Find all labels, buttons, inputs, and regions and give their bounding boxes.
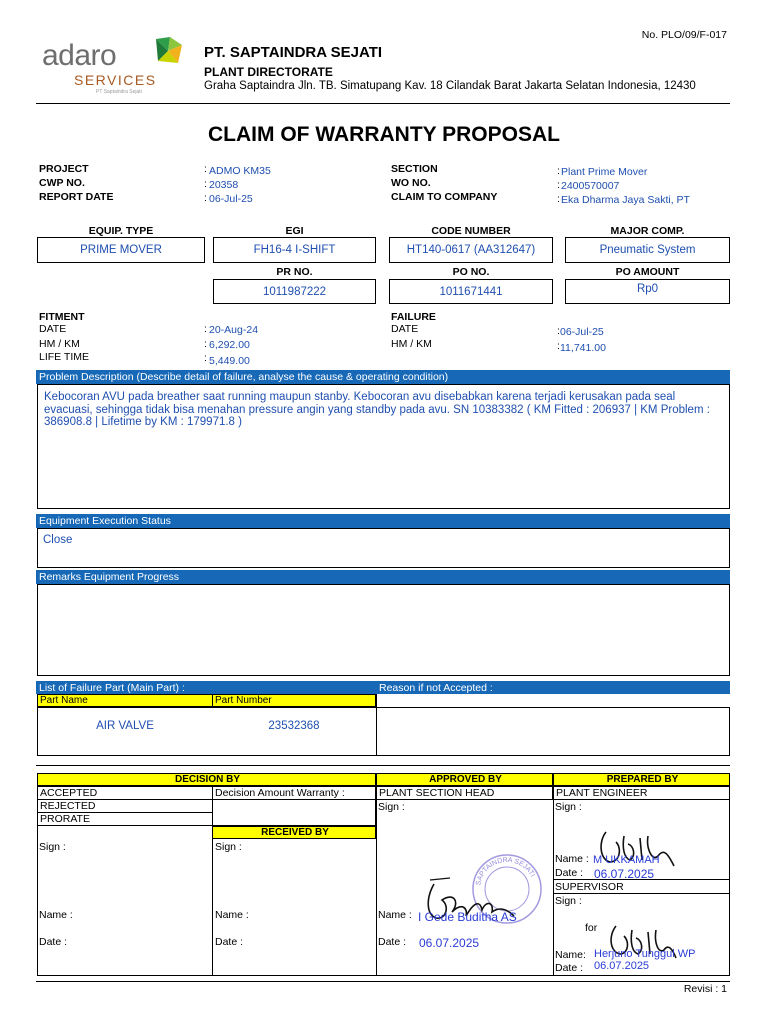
fitment-hm-label: HM / KM bbox=[39, 338, 80, 350]
wo-value: 2400570007 bbox=[561, 180, 620, 192]
engineer-name-label: Name : bbox=[555, 853, 589, 865]
company-address: Graha Saptaindra Jln. TB. Simatupang Kav. 18 Cilandak Barat Jakarta Selatan Indonesia, 12430 bbox=[204, 80, 696, 92]
colon: : bbox=[557, 165, 560, 177]
equip-type-label: EQUIP. TYPE bbox=[88, 225, 154, 237]
received-sign-label: Sign : bbox=[215, 841, 242, 853]
part-number-header: Part Number bbox=[212, 694, 376, 707]
fitment-date-label: DATE bbox=[39, 323, 67, 335]
approver-name-value: I Gede Buditha AS bbox=[418, 910, 517, 924]
form-title: CLAIM OF WARRANTY PROPOSAL bbox=[208, 123, 560, 146]
code-number-label: CODE NUMBER bbox=[431, 225, 511, 237]
colon: : bbox=[204, 323, 207, 335]
colon: : bbox=[204, 163, 207, 175]
reason-header: Reason if not Accepted : bbox=[376, 681, 730, 694]
received-date-label: Date : bbox=[215, 936, 244, 948]
failure-hm-value: 11,741.00 bbox=[560, 342, 606, 354]
failure-hm-label: HM / KM bbox=[391, 338, 432, 350]
colon: : bbox=[557, 179, 560, 191]
colon: : bbox=[557, 193, 560, 205]
po-amount-label: PO AMOUNT bbox=[615, 266, 680, 278]
supervisor-date-label: Date : bbox=[555, 962, 584, 974]
claim-value: Eka Dharma Jaya Sakti, PT bbox=[561, 194, 690, 206]
colon: : bbox=[204, 192, 207, 204]
failure-date-label: DATE bbox=[391, 323, 419, 335]
code-number-value: HT140-0617 (AA312647) bbox=[389, 237, 553, 263]
footer-divider bbox=[36, 981, 730, 982]
decision-sign-label: Sign : bbox=[39, 841, 66, 853]
decision-amount-field[interactable] bbox=[212, 799, 376, 826]
engineer-sign-label: Sign : bbox=[555, 801, 582, 813]
engineer-date-label: Date : bbox=[555, 867, 584, 879]
supervisor-date-value: 06.07.2025 bbox=[594, 960, 650, 972]
col-divider-1 bbox=[212, 839, 213, 976]
received-by-header: RECEIVED BY bbox=[212, 826, 376, 839]
decision-by-header: DECISION BY bbox=[37, 773, 376, 786]
colon: : bbox=[557, 340, 560, 352]
egi-value: FH16-4 I-SHIFT bbox=[213, 237, 376, 263]
header-divider bbox=[36, 103, 730, 104]
colon: : bbox=[557, 325, 560, 337]
pr-no-label: PR NO. bbox=[276, 266, 313, 278]
fitment-life-value: 5,449.00 bbox=[209, 355, 250, 367]
claim-label: CLAIM TO COMPANY bbox=[391, 191, 498, 203]
pr-no-value: 1011987222 bbox=[213, 279, 376, 304]
document-number: No. PLO/09/F-017 bbox=[641, 29, 727, 41]
po-amount-value: Rp0 bbox=[565, 279, 730, 304]
approved-by-header: APPROVED BY bbox=[376, 773, 553, 786]
failure-parts-divider bbox=[376, 694, 377, 756]
approver-date-value: 06.07.2025 bbox=[419, 936, 480, 950]
colon: : bbox=[204, 338, 207, 350]
cwp-value: 20358 bbox=[209, 179, 239, 191]
colon: : bbox=[204, 352, 207, 364]
logo-tagline: PT Saptaindra Sejati bbox=[96, 89, 142, 95]
decision-name-label: Name : bbox=[39, 909, 73, 921]
logo-wordmark: adaro bbox=[42, 39, 117, 72]
prepared-by-header: PREPARED BY bbox=[553, 773, 730, 786]
col-divider-2 bbox=[376, 800, 377, 976]
col-divider-3 bbox=[553, 800, 554, 976]
fitment-label: FITMENT bbox=[39, 311, 85, 323]
plant-engineer-label: PLANT ENGINEER bbox=[553, 786, 730, 800]
supervisor-sign-label: Sign : bbox=[555, 895, 582, 907]
major-comp-value: Pneumatic System bbox=[565, 237, 730, 263]
supervisor-name-label: Name: bbox=[555, 949, 586, 961]
accepted-option[interactable]: ACCEPTED bbox=[37, 786, 213, 800]
for-label: for bbox=[585, 922, 598, 934]
rejected-option[interactable]: REJECTED bbox=[37, 799, 213, 813]
part-name-value: AIR VALVE bbox=[96, 720, 154, 732]
supervisor-name-value: Herjuno Tunggul WP bbox=[594, 948, 696, 960]
remarks-header: Remarks Equipment Progress bbox=[36, 570, 730, 584]
section-divider bbox=[36, 765, 730, 766]
company-division: PLANT DIRECTORATE bbox=[204, 65, 333, 79]
fitment-date-value: 20-Aug-24 bbox=[209, 324, 259, 336]
prorate-option[interactable]: PRORATE bbox=[37, 812, 213, 826]
major-comp-label: MAJOR COMP. bbox=[610, 225, 685, 237]
colon: : bbox=[204, 178, 207, 190]
engineer-date-value: 06.07.2025 bbox=[594, 867, 655, 881]
report-date-label: REPORT DATE bbox=[39, 191, 114, 203]
po-no-value: 1011671441 bbox=[389, 279, 553, 304]
part-number-value: 23532368 bbox=[268, 720, 320, 732]
revision-label: Revisi : 1 bbox=[683, 983, 727, 995]
approver-date-label: Date : bbox=[378, 936, 407, 948]
problem-header: Problem Description (Describe detail of failure, analyse the cause & operating condition) bbox=[36, 370, 730, 384]
equip-type-value: PRIME MOVER bbox=[37, 237, 205, 263]
supervisor-divider bbox=[553, 879, 730, 880]
execution-header: Equipment Execution Status bbox=[36, 514, 730, 528]
remarks-box bbox=[37, 584, 730, 676]
failure-parts-header: List of Failure Part (Main Part) : bbox=[36, 681, 376, 694]
project-value: ADMO KM35 bbox=[209, 165, 271, 177]
execution-box bbox=[37, 528, 730, 568]
failure-date-value: 06-Jul-25 bbox=[560, 326, 604, 338]
problem-text: Kebocoran AVU pada breather saat running maupun stanby. Kebocoran avu disebabkan karena terjadi kerusakan pada seal evacuasi, sehingga tidak bisa menahan pressure angin yang standby pada avu. SN 10383382 ( KM Fitted : 206937 | KM Problem : 386908.8 | Lifetime by KM : 179971.8 ) bbox=[44, 391, 710, 428]
approver-name-label: Name : bbox=[378, 909, 412, 921]
stamp-text: SAPTAINDRA SEJATI bbox=[475, 856, 536, 887]
execution-value: Close bbox=[43, 534, 73, 546]
part-name-header: Part Name bbox=[37, 694, 213, 707]
cwp-label: CWP NO. bbox=[39, 177, 85, 189]
failure-label: FAILURE bbox=[391, 311, 436, 323]
supervisor-label: SUPERVISOR bbox=[555, 881, 624, 893]
approver-sign-label: Sign : bbox=[378, 801, 405, 813]
logo-emblem-icon bbox=[152, 35, 184, 67]
fitment-hm-value: 6,292.00 bbox=[209, 339, 250, 351]
decision-date-label: Date : bbox=[39, 936, 68, 948]
report-date-value: 06-Jul-25 bbox=[209, 193, 253, 205]
problem-box bbox=[37, 384, 730, 509]
fitment-life-label: LIFE TIME bbox=[39, 351, 89, 363]
company-name: PT. SAPTAINDRA SEJATI bbox=[204, 44, 383, 61]
po-no-label: PO NO. bbox=[452, 266, 490, 278]
engineer-name-value: M UKKAMAH bbox=[593, 854, 660, 866]
section-value: Plant Prime Mover bbox=[561, 166, 648, 178]
company-logo bbox=[40, 35, 190, 100]
decision-amount-label: Decision Amount Warranty : bbox=[212, 786, 376, 800]
supervisor-divider-2 bbox=[553, 893, 730, 894]
project-label: PROJECT bbox=[39, 163, 89, 175]
received-name-label: Name : bbox=[215, 909, 249, 921]
logo-services: SERVICES bbox=[74, 72, 157, 88]
egi-label: EGI bbox=[285, 225, 304, 237]
wo-label: WO NO. bbox=[391, 177, 431, 189]
plant-section-head-label: PLANT SECTION HEAD bbox=[376, 786, 553, 800]
section-label: SECTION bbox=[391, 163, 438, 175]
